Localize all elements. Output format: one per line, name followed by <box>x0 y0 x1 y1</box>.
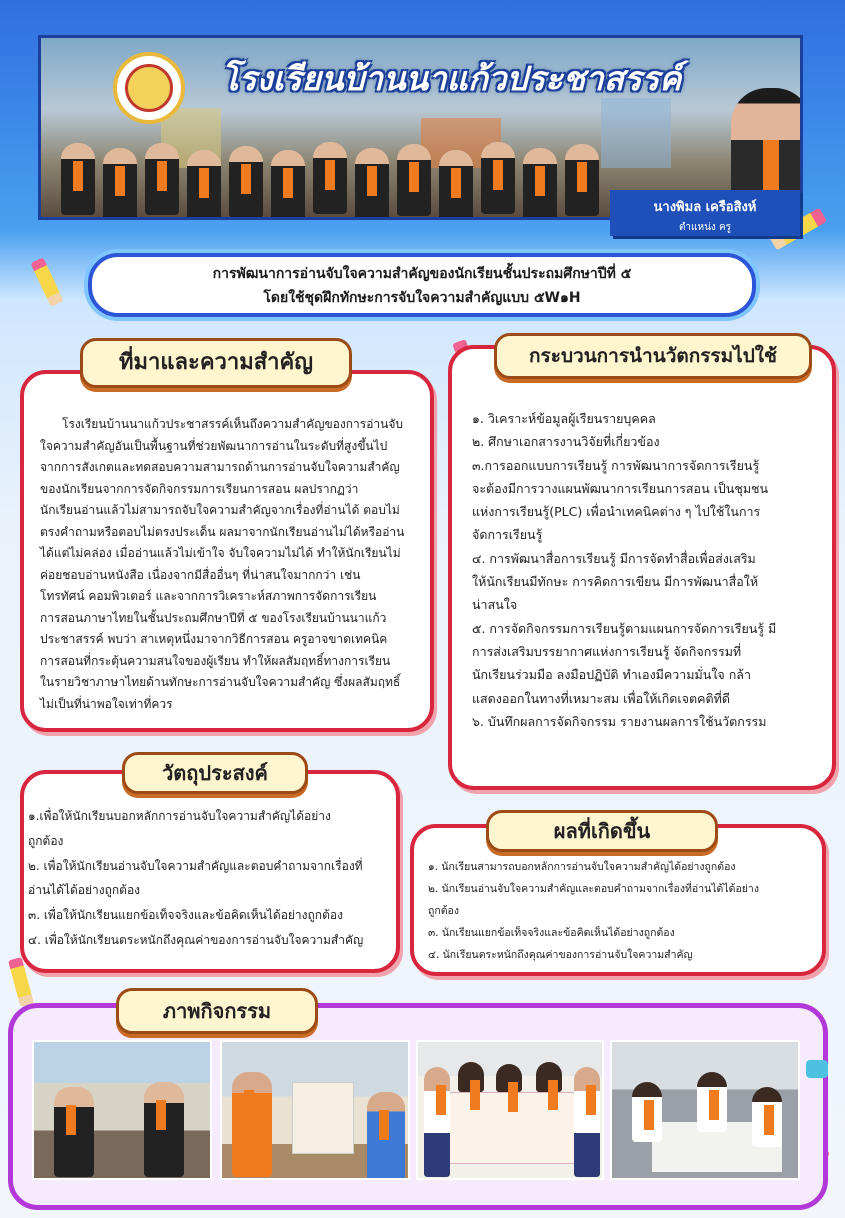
activity-photo-3 <box>416 1040 604 1180</box>
project-title-line2: โดยใช้ชุดฝึกทักษะการจับใจความสำคัญแบบ ๕W๑H <box>263 290 581 306</box>
text-line: ถูกต้อง <box>28 833 64 848</box>
text-line: ๒. ศึกษาเอกสารงานวิจัยที่เกี่ยวข้อง <box>472 434 660 450</box>
text-line: ๓.การออกแบบการเรียนรู้ การพัฒนาการจัดการเรียนรู้ <box>472 457 760 473</box>
activity-photo-2 <box>220 1040 410 1180</box>
staff-photo-figure <box>355 148 389 220</box>
results-heading: ผลที่เกิดขึ้น <box>486 810 718 852</box>
objectives-heading: วัตถุประสงค์ <box>122 752 308 794</box>
text-line: ในรายวิชาภาษาไทยด้านทักษะการอ่านจับใจความสำคัญ ซึ่งผลสัมฤทธิ์ <box>40 675 401 689</box>
staff-photo-figure <box>565 144 599 216</box>
text-line: โรงเรียนบ้านนาแก้วประชาสรรค์เห็นถึงความสำคัญของการอ่านจับ <box>62 417 403 431</box>
activity-photo-1 <box>32 1040 212 1180</box>
school-logo-icon <box>113 52 185 124</box>
text-line: ๑. วิเคราะห์ข้อมูลผู้เรียนรายบุคคล <box>472 411 656 426</box>
ribbon-decoration-icon <box>806 1060 828 1078</box>
text-line: นักเรียนอ่านแล้วไม่สามารถจับใจความสำคัญจากเรื่องที่อ่านได้ ตอบไม่ <box>40 503 400 517</box>
text-line: ของนักเรียนจากการจัดกิจกรรมการเรียนการสอน ผลปรากฏว่า <box>40 481 359 496</box>
text-line: โทรทัศน์ คอมพิวเตอร์ และจากการวิเคราะห์สภาพการจัดการเรียน <box>40 589 377 603</box>
text-line: ประชาสรรค์ พบว่า สาเหตุหนึ่งมาจากวิธีการสอน ครูอาจขาดเทคนิค <box>40 632 388 646</box>
text-line: ถูกต้อง <box>428 905 459 917</box>
text-line: ๔. นักเรียนตระหนักถึงคุณค่าของการอ่านจับใจความสำคัญ <box>428 949 693 961</box>
text-line: น่าสนใจ <box>472 597 518 613</box>
text-line: ไม่เป็นที่น่าพอใจเท่าที่ควร <box>40 696 173 711</box>
process-heading: กระบวนการนำนวัตกรรมไปใช้ <box>494 333 812 379</box>
text-line: จากการสังเกตและทดสอบความสามารถด้านการอ่านจับใจความสำคัญ <box>40 460 400 474</box>
staff-photo-figure <box>61 143 95 215</box>
text-line: ๕. การจัดกิจกรรมการเรียนรู้ตามแผนการจัดการเรียนรู้ มี <box>472 620 777 636</box>
staff-photo-figure <box>229 146 263 218</box>
project-title-line1: การพัฒนาการอ่านจับใจความสำคัญของนักเรียนชั้นประถมศึกษาปีที่ ๕ <box>212 266 632 282</box>
text-line: การสอนภาษาไทยในชั้นประถมศึกษาปีที่ ๕ ของโรงเรียนบ้านนาแก้ว <box>40 610 387 625</box>
text-line: ได้แต่ไม่คล่อง เมื่ออ่านแล้วไม่เข้าใจ จับใจความไม่ได้ ทำให้นักเรียนไม่ <box>40 546 401 560</box>
staff-photo-figure <box>481 142 515 214</box>
text-line: ๔. การพัฒนาสื่อการเรียนรู้ มีการจัดทำสื่อเพื่อส่งเสริม <box>472 550 756 566</box>
text-line: ใจความสำคัญอันเป็นพื้นฐานที่ช่วยพัฒนาการอ่านในระดับที่สูงขึ้นไป <box>40 438 388 453</box>
staff-photo-figure <box>103 148 137 220</box>
text-line: ๑.เพื่อให้นักเรียนบอกหลักการอ่านจับใจความสำคัญได้อย่าง <box>28 809 331 823</box>
text-line: ๔. เพื่อให้นักเรียนตระหนักถึงคุณค่าของการอ่านจับใจความสำคัญ <box>28 932 364 947</box>
text-line: แห่งการเรียนรู้(PLC) เพื่อนำเทคนิคต่าง ๆ ไปใช้ในการ <box>472 504 761 520</box>
gallery-heading: ภาพกิจกรรม <box>116 988 318 1034</box>
text-line: จะต้องมีการวางแผนพัฒนาการเรียนการสอน เป็นชุมชน <box>472 480 769 496</box>
text-line: ให้นักเรียนมีทักษะ การคิดการเขียน มีการพัฒนาสื่อให้ <box>472 574 759 590</box>
staff-photo-figure <box>145 143 179 215</box>
background-text <box>40 414 428 715</box>
text-line: ๒. เพื่อให้นักเรียนอ่านจับใจความสำคัญและตอบคำถามจากเรื่องที่ <box>28 858 363 873</box>
text-line: อ่านได้ได้อย่างถูกต้อง <box>28 883 141 898</box>
text-line: ตรงคำถามหรือตอบไม่ตรงประเด็น ผลมาจากนักเรียนอ่านไม่ได้หรืออ่าน <box>40 524 405 539</box>
activity-photo-4 <box>610 1040 800 1180</box>
teacher-nameplate <box>610 190 800 236</box>
text-line: การส่งเสริมบรรยากาศแห่งการเรียนรู้ จัดกิจกรรมที่ <box>472 643 742 659</box>
text-line: การสอนที่กระตุ้นความสนใจของผู้เรียน ทำให้ผลสัมฤทธิ์ทางการเรียน <box>40 653 391 668</box>
teacher-name: นางพิมล เครือสิงห์ <box>653 200 757 215</box>
project-title-banner <box>88 253 756 317</box>
school-name: โรงเรียนบ้านนาแก้วประชาสรรค์ <box>221 59 682 98</box>
results-text <box>428 856 824 966</box>
text-line: ๑. นักเรียนสามารถบอกหลักการอ่านจับใจความสำคัญได้อย่างถูกต้อง <box>428 861 736 873</box>
teacher-position: ตำแหน่ง ครู <box>678 222 732 233</box>
staff-photo-figure <box>271 150 305 220</box>
process-text <box>472 407 832 733</box>
text-line: จัดการเรียนรู้ <box>472 527 543 543</box>
staff-photo-figure <box>187 150 221 220</box>
pencil-decoration-icon <box>31 257 64 306</box>
text-line: แสดงออกในทางที่เหมาะสม เพื่อให้เกิดเจตคติที่ดี <box>472 690 730 706</box>
text-line: ๓. นักเรียนแยกข้อเท็จจริงและข้อคิดเห็นได้อย่างถูกต้อง <box>428 927 675 939</box>
staff-photo-figure <box>523 148 557 220</box>
objectives-text <box>28 804 398 953</box>
text-line: ค่อยชอบอ่านหนังสือ เนื่องจากมีสื่ออื่นๆ ที่น่าสนใจมากกว่า เช่น <box>40 567 361 582</box>
staff-photo-figure <box>439 150 473 220</box>
text-line: ๓. เพื่อให้นักเรียนแยกข้อเท็จจริงและข้อคิดเห็นได้อย่างถูกต้อง <box>28 908 343 923</box>
staff-photo-figure <box>313 142 347 214</box>
text-line: ๖. บันทึกผลการจัดกิจกรรม รายงานผลการใช้นวัตกรรม <box>472 713 767 729</box>
background-heading: ที่มาและความสำคัญ <box>80 338 352 388</box>
staff-photo-figure <box>397 144 431 216</box>
text-line: ๒. นักเรียนอ่านจับใจความสำคัญและตอบคำถามจากเรื่องที่อ่านได้ได้อย่าง <box>428 883 759 895</box>
text-line: นักเรียนร่วมมือ ลงมือปฏิบัติ ทำเองมีความมั่นใจ กล้า <box>472 667 751 683</box>
